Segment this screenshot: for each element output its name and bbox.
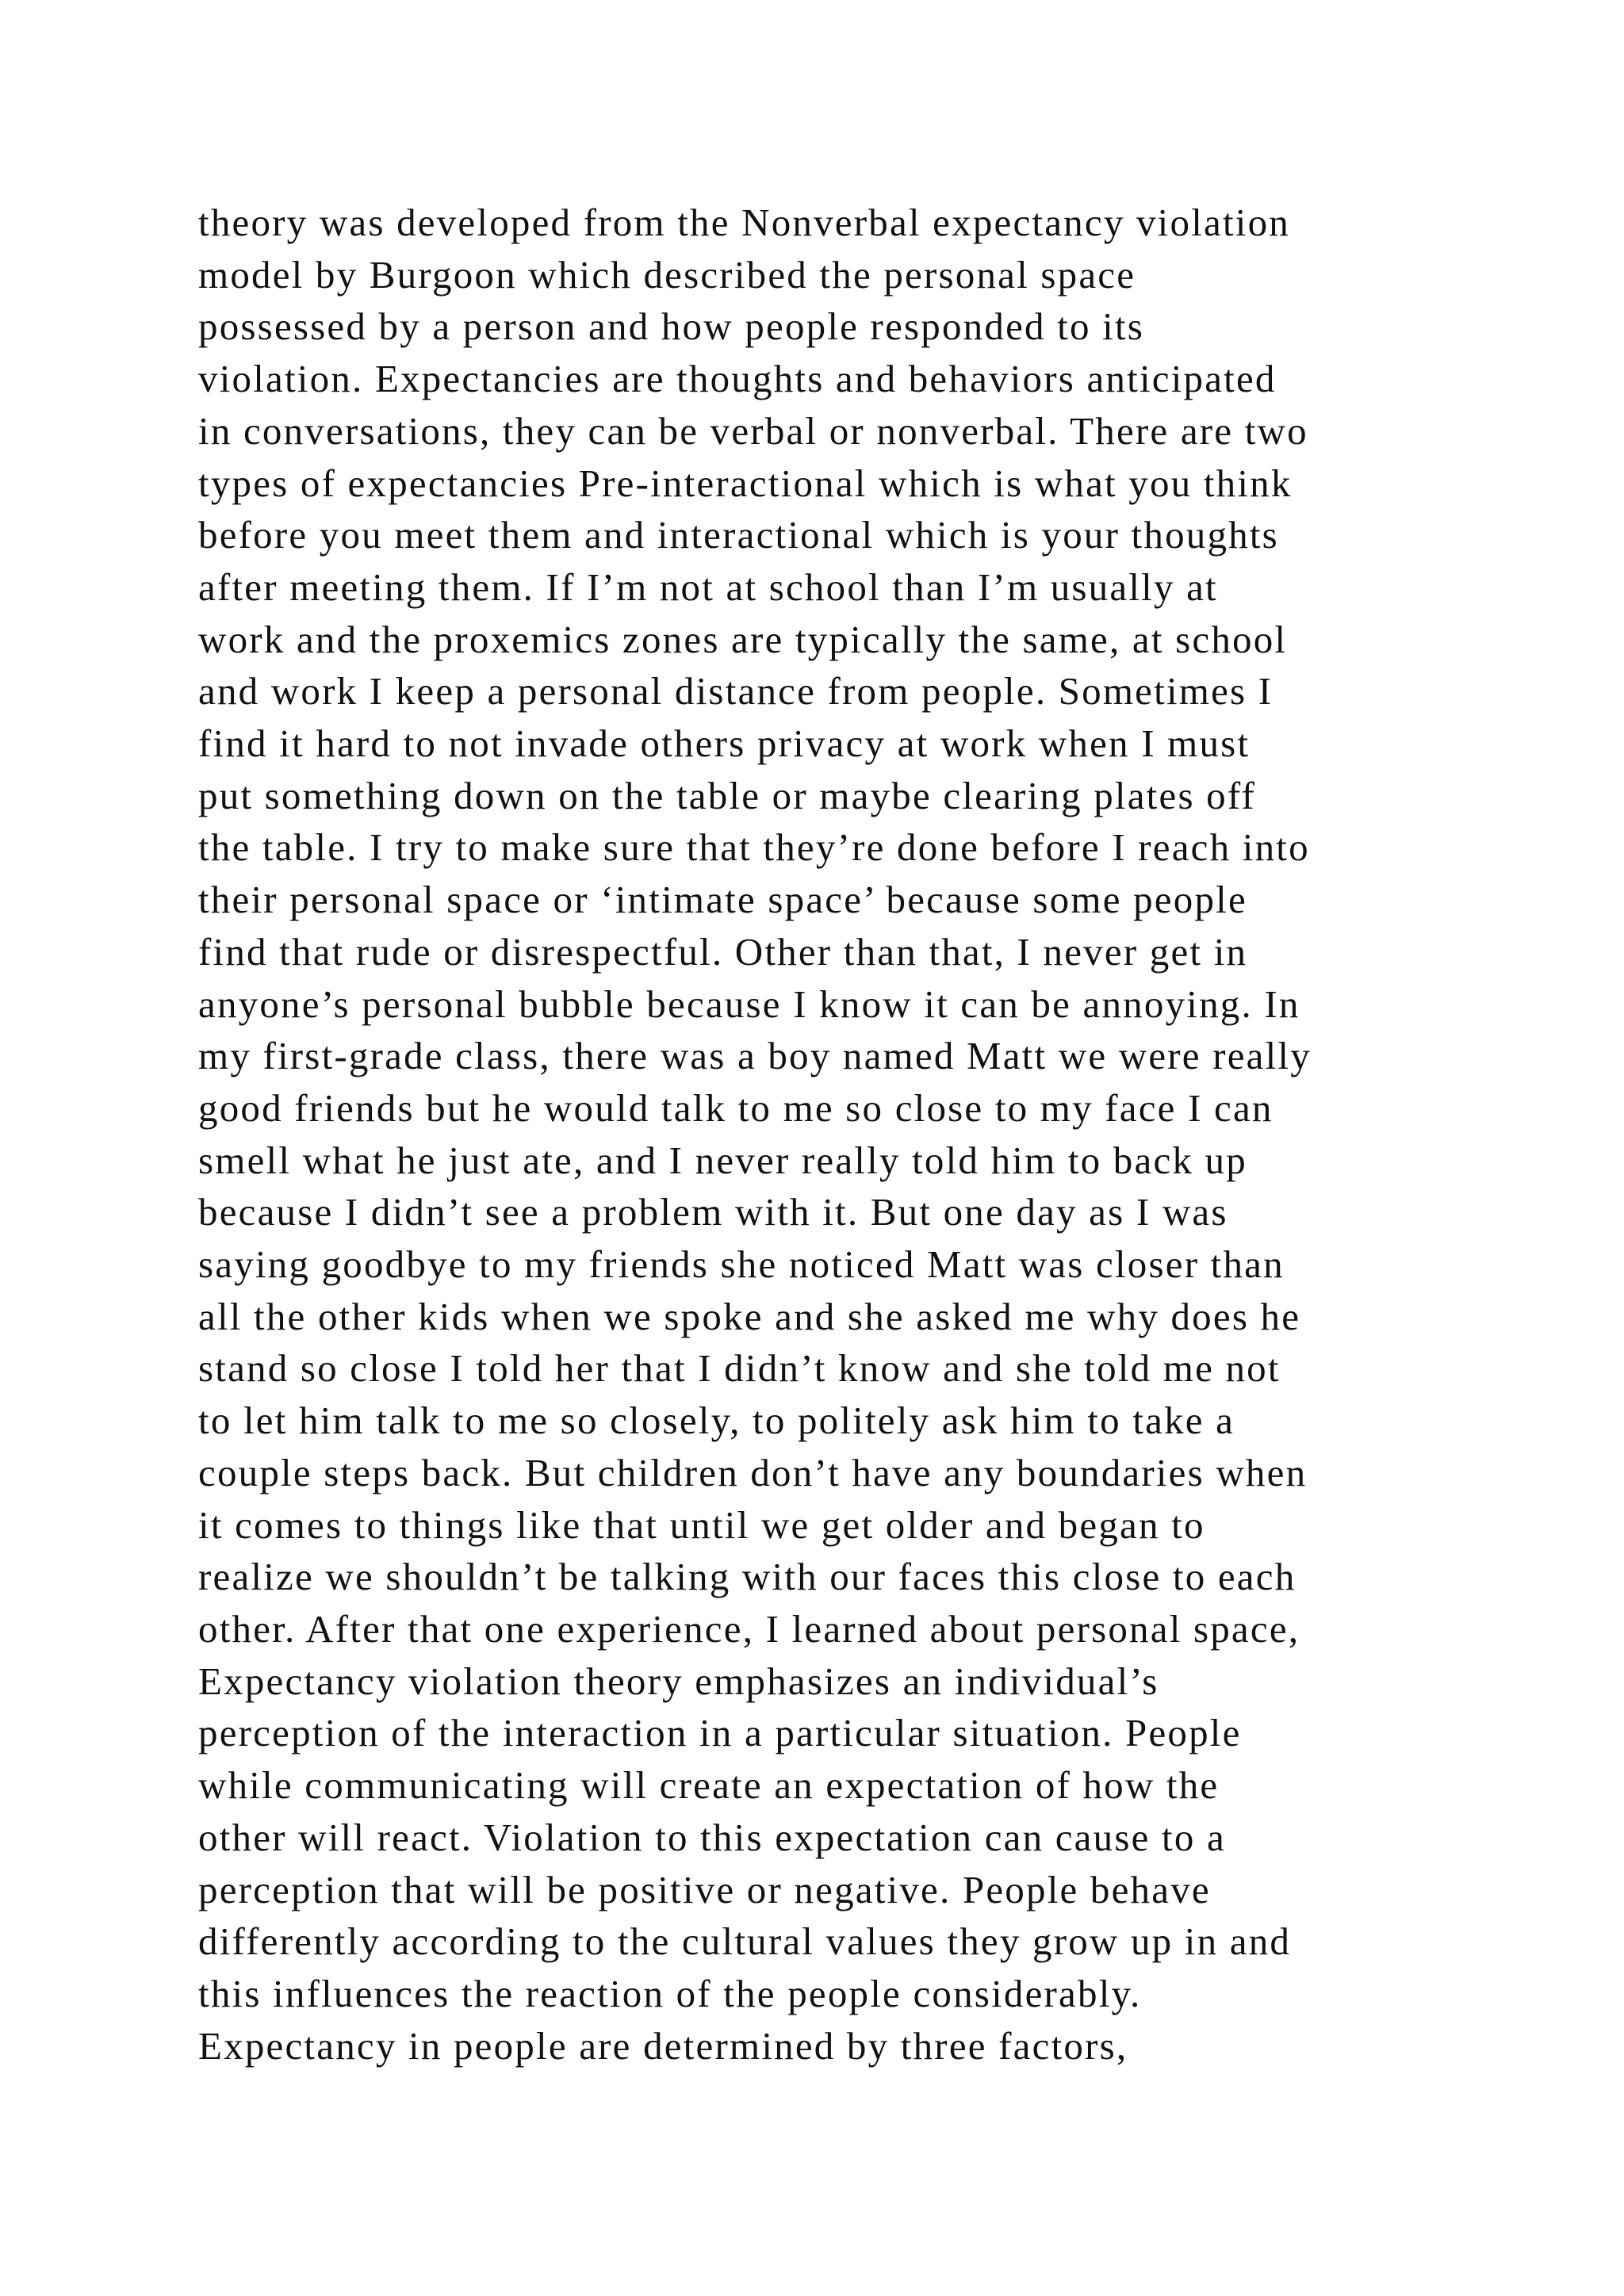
- text-line: theory was developed from the Nonverbal expectancy violation: [198, 201, 1290, 244]
- text-line: smell what he just ate, and I never really told him to back up: [198, 1138, 1247, 1182]
- text-line: and work I keep a personal distance from people. Sometimes I: [198, 669, 1274, 714]
- text-line: good friends but he would talk to me so close to my face I can: [198, 1085, 1274, 1130]
- text-line: anyone’s personal bubble because I know it can be annoying. In: [198, 982, 1300, 1026]
- text-line: because I didn’t see a problem with it. But one day as I was: [198, 1190, 1228, 1234]
- text-line: differently according to the cultural values they grow up in and: [198, 1919, 1292, 1964]
- text-line: while communicating will create an expectation of how the: [198, 1763, 1220, 1808]
- text-line: perception that will be positive or negative. People behave: [198, 1867, 1211, 1911]
- text-line: in conversations, they can be verbal or nonverbal. There are two: [198, 408, 1308, 453]
- text-line: types of expectancies Pre-interactional which is what you think: [198, 461, 1293, 505]
- text-line: work and the proxemics zones are typically the same, at school: [198, 617, 1288, 661]
- text-line: put something down on the table or maybe clearing plates off: [198, 773, 1257, 817]
- text-line: after meeting them. If I’m not at school than I’m usually at: [198, 564, 1218, 609]
- text-line: other. After that one experience, I learned about personal space,: [198, 1606, 1300, 1651]
- text-line: model by Burgoon which described the personal space: [198, 252, 1136, 297]
- text-line: find it hard to not invade others privacy at work when I must: [198, 721, 1251, 766]
- text-line: to let him talk to me so closely, to politely ask him to take a: [198, 1399, 1235, 1443]
- text-line: couple steps back. But children don’t have any boundaries when: [198, 1450, 1308, 1494]
- text-line: all the other kids when we spoke and she asked me why does he: [198, 1294, 1301, 1338]
- text-line: Expectancy violation theory emphasizes an individual’s: [198, 1659, 1159, 1703]
- text-line: saying goodbye to my friends she noticed Matt was closer than: [198, 1242, 1285, 1287]
- text-line: their personal space or ‘intimate space’ because some people: [198, 878, 1247, 922]
- text-line: find that rude or disrespectful. Other than that, I never get in: [198, 929, 1248, 974]
- text-line: possessed by a person and how people responded to its: [198, 304, 1145, 349]
- body-text: [198, 197, 1467, 2072]
- text-line: perception of the interaction in a particular situation. People: [198, 1711, 1242, 1755]
- text-line: violation. Expectancies are thoughts and behaviors anticipated: [198, 357, 1277, 401]
- text-line: this influences the reaction of the people considerably.: [198, 1971, 1142, 2015]
- text-line: it comes to things like that until we get older and began to: [198, 1502, 1205, 1547]
- text-line: realize we shouldn’t be talking with our faces this close to each: [198, 1555, 1297, 1599]
- text-line: stand so close I told her that I didn’t know and she told me not: [198, 1346, 1281, 1391]
- text-line: before you meet them and interactional which is your thoughts: [198, 513, 1279, 557]
- text-line: Expectancy in people are determined by three factors,: [198, 2023, 1128, 2068]
- text-line: the table. I try to make sure that they’re done before I reach into: [198, 825, 1310, 870]
- text-line: other will react. Violation to this expectation can cause to a: [198, 1815, 1226, 1859]
- text-line: my first-grade class, there was a boy named Matt we were really: [198, 1034, 1312, 1078]
